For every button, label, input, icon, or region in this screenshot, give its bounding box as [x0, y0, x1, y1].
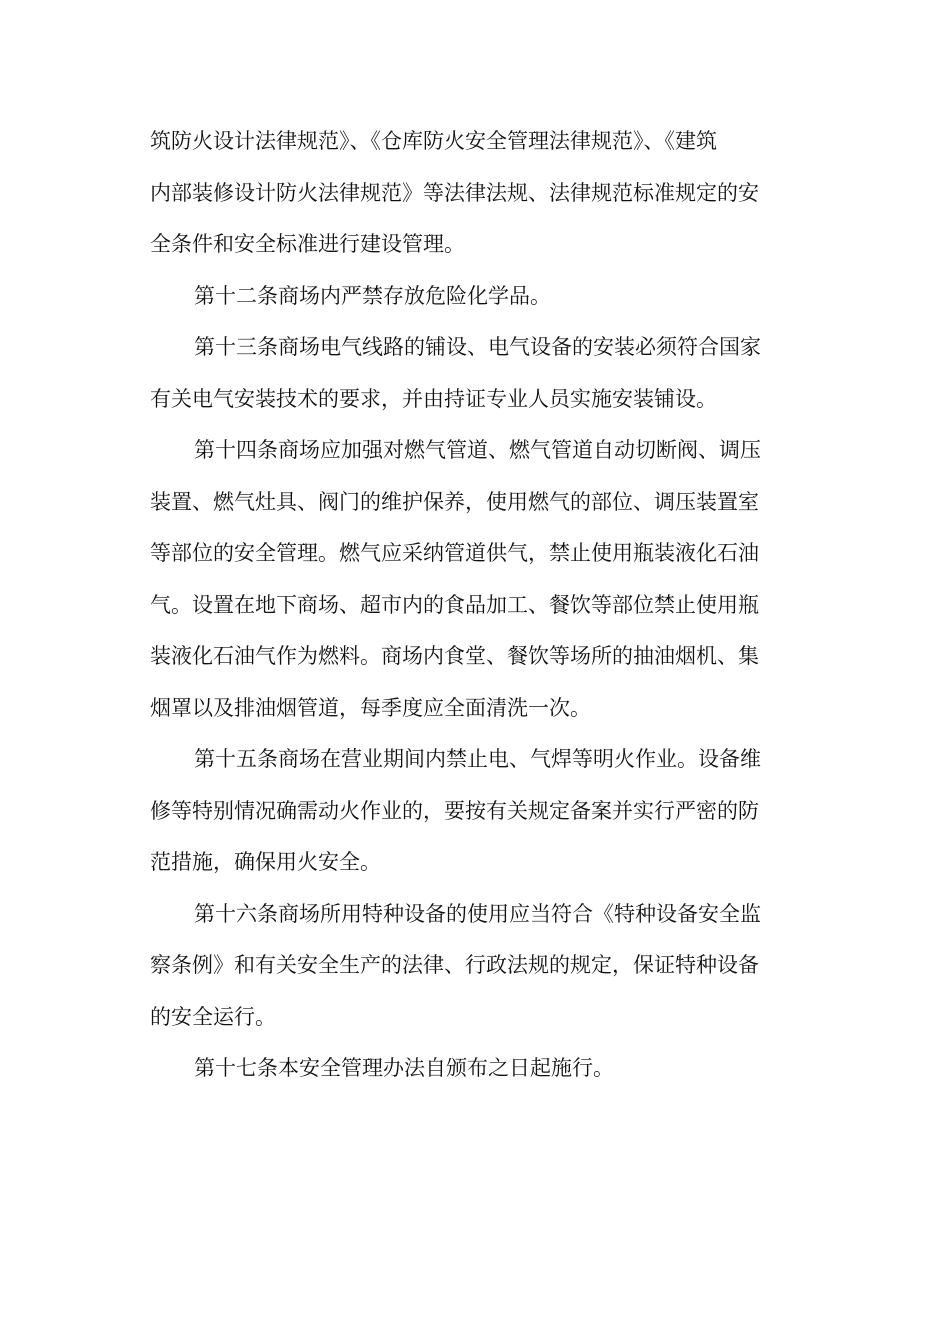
text-line: 范措施，确保用火安全。 [150, 850, 381, 874]
text-line: 内部装修设计防火法律规范》等法律法规、法律规范标准规定的安 [150, 180, 759, 205]
article-16 [150, 889, 810, 1044]
text-line: 有关电气安装技术的要求，并由持证专业人员实施安装铺设。 [150, 386, 717, 411]
text-line: 的安全运行。 [150, 1004, 276, 1029]
article-17 [150, 1043, 810, 1095]
text-line: 气。设置在地下商场、超市内的食品加工、餐饮等部位禁止使用瓶 [150, 592, 759, 617]
text-line: 第十三条商场电气线路的铺设、电气设备的安装必须符合国家 [194, 335, 761, 359]
text-line: 等部位的安全管理。燃气应采纳管道供气，禁止使用瓶装液化石油 [150, 541, 759, 565]
text-line: 修等特别情况确需动火作业的，要按有关规定备案并实行严密的防 [150, 798, 759, 823]
article-14 [150, 425, 810, 734]
document-body [150, 116, 810, 1095]
text-line: 装置、燃气灶具、阀门的维护保养，使用燃气的部位、调压装置室 [150, 489, 759, 514]
text-line: 第十二条商场内严禁存放危险化学品。 [194, 283, 551, 308]
article-13 [150, 322, 810, 425]
text-line: 全条件和安全标准进行建设管理。 [150, 232, 465, 256]
text-line: 第十四条商场应加强对燃气管道、燃气管道自动切断阀、调压 [194, 438, 761, 462]
text-line: 筑防火设计法律规范》、《仓库防火安全管理法律规范》、《建筑 [150, 129, 717, 153]
text-line: 装液化石油气作为燃料。商场内食堂、餐饮等场所的抽油烟机、集 [150, 644, 759, 668]
paragraph-fire-codes [150, 116, 810, 271]
text-line: 察条例》和有关安全生产的法律、行政法规的规定，保证特种设备 [150, 953, 759, 977]
article-12 [150, 271, 810, 323]
text-line: 第十五条商场在营业期间内禁止电、气焊等明火作业。设备维 [194, 747, 761, 771]
article-15 [150, 734, 810, 889]
text-line: 第十六条商场所用特种设备的使用应当符合《特种设备安全监 [194, 901, 761, 926]
text-line: 第十七条本安全管理办法自颁布之日起施行。 [194, 1056, 614, 1080]
text-line: 烟罩以及排油烟管道，每季度应全面清洗一次。 [150, 695, 591, 720]
